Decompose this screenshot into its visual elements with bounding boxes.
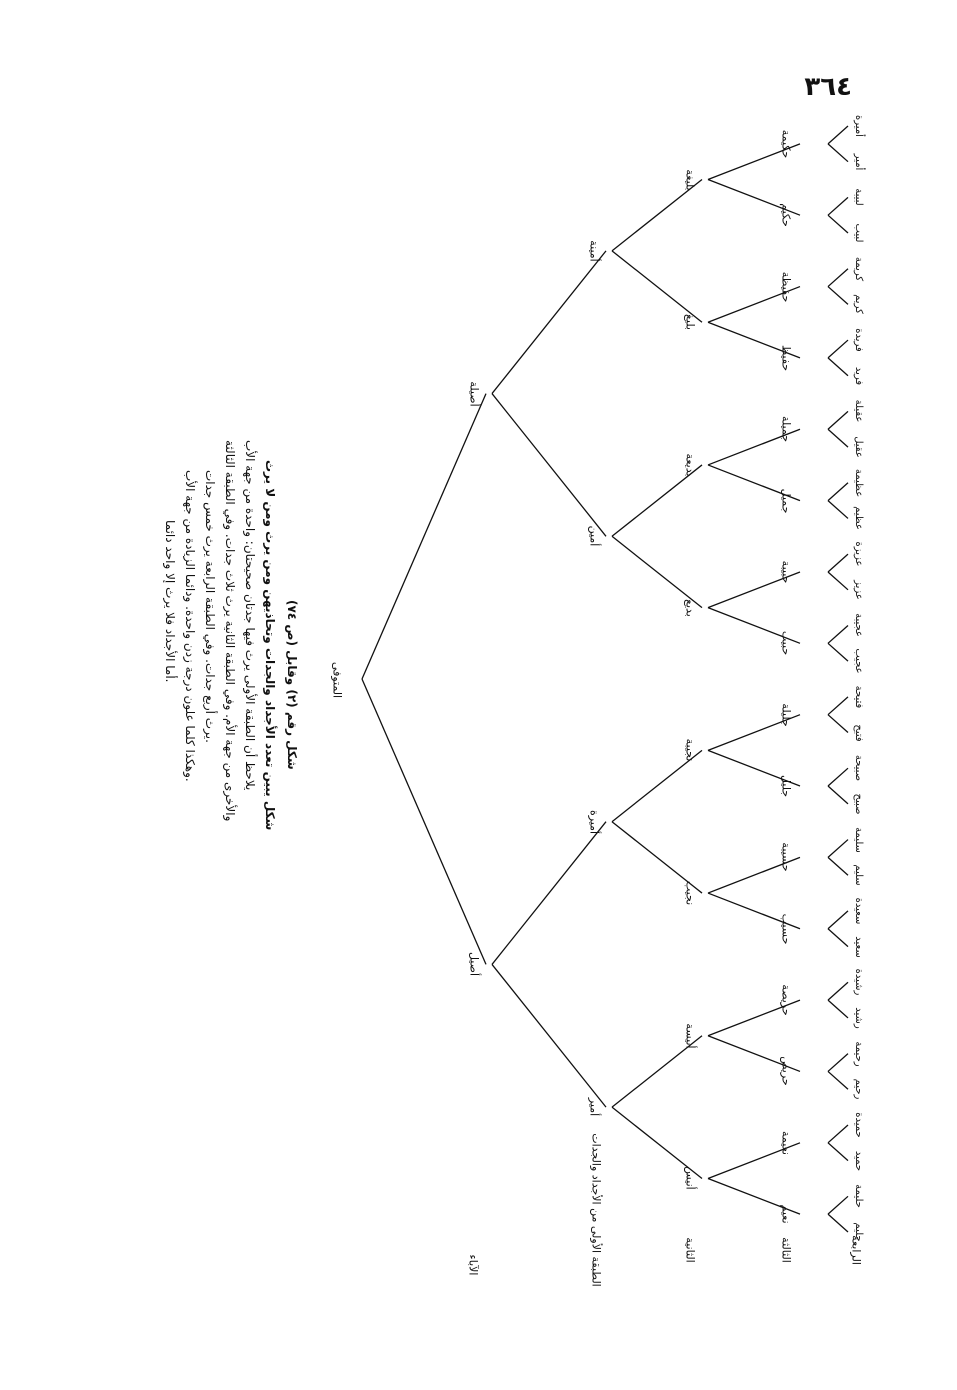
- tier4-node: سعيد: [853, 935, 864, 958]
- tier4-node: عجيبة: [853, 613, 864, 638]
- tree-edge: [828, 126, 848, 144]
- tier4-node: فريدة: [853, 328, 864, 352]
- tier3-node: حريصة: [779, 984, 793, 1016]
- tree-edge: [612, 536, 702, 607]
- tier2-node: أنيس: [683, 1166, 697, 1191]
- tier1-node: أميرة: [587, 809, 601, 834]
- tier4-node: فتيح: [853, 723, 864, 742]
- figure-caption: [70, 440, 320, 1000]
- tree-edge: [828, 269, 848, 287]
- level-label-first-tier: الطبقة الأولى من الأجداد والجدات: [589, 1133, 603, 1287]
- caption-title: شكل رقم (٢) وقابل (ص ٧٤): [285, 600, 299, 770]
- tree-edge: [828, 911, 848, 929]
- tree-edge: [828, 287, 848, 305]
- tree-edge: [492, 964, 606, 1107]
- tier4-node: صبيح: [853, 793, 864, 815]
- tree-edge: [828, 1071, 848, 1089]
- tree-edge: [828, 340, 848, 358]
- tier0-node: أصيلة: [467, 380, 481, 407]
- tier3-node: جميل: [779, 488, 793, 514]
- tier4-node: سعيدة: [853, 897, 864, 925]
- tier3-node: حسيب: [779, 913, 793, 945]
- tree-edge: [828, 857, 848, 875]
- level-label-third-tier: الثالثة: [779, 1237, 793, 1263]
- tree-edge: [828, 840, 848, 858]
- tier2-node: بديع: [683, 598, 697, 617]
- tier4-node: أمير: [853, 153, 864, 171]
- tree-edge: [828, 429, 848, 447]
- tier3-node: حبيبة: [779, 560, 793, 584]
- tier4-node: حميد: [853, 1150, 864, 1171]
- tier4-node: رشيد: [853, 1007, 864, 1029]
- tree-edge: [828, 786, 848, 804]
- tier2-node: بديعة: [683, 453, 697, 477]
- tier3-node: جميلة: [779, 416, 793, 443]
- tier4-node: لبيبة: [853, 188, 864, 207]
- tier2-node: أنيسة: [683, 1023, 697, 1049]
- tree-edge: [492, 822, 606, 965]
- tree-edge: [828, 625, 848, 643]
- tier4-node: عزيزة: [853, 541, 864, 567]
- tree-edge: [492, 251, 606, 394]
- tree-edge: [828, 358, 848, 376]
- tier4-node: رحيم: [853, 1078, 864, 1100]
- tier3-node: حبيب: [779, 631, 793, 656]
- level-label-second-tier: الثانية: [683, 1237, 697, 1263]
- tier3-node: حسيبة: [779, 842, 793, 872]
- tier3-node: حفيظ: [779, 344, 793, 371]
- tier3-node: حريص: [779, 1056, 793, 1087]
- tier2-node: بليغ: [683, 314, 697, 331]
- tree-edge: [828, 411, 848, 429]
- tier1-node: أمين: [587, 525, 601, 547]
- tree-edge: [828, 483, 848, 501]
- tier0-node: أصيل: [467, 952, 481, 977]
- tree-edge: [828, 1196, 848, 1214]
- tier4-node: عجيب: [853, 648, 864, 674]
- tier4-node: حميدة: [853, 1112, 864, 1138]
- tier4-node: عظيم: [853, 506, 864, 531]
- tree-edge: [612, 251, 702, 322]
- tier3-node: جليلة: [779, 703, 793, 727]
- tree-edge: [362, 394, 486, 679]
- tree-edge: [828, 929, 848, 947]
- tier4-node: فتيحة: [853, 685, 864, 709]
- caption-line: أما الأجداد فلا يرث إلا واحد دائما.: [163, 520, 177, 683]
- tier2-node: نجيب: [683, 880, 697, 906]
- tier3-node: نعيم: [779, 1204, 793, 1224]
- tier3-node: حكيم: [779, 203, 793, 227]
- tier3-node: نعيمة: [779, 1130, 793, 1155]
- tier4-node: سليم: [853, 864, 864, 886]
- tier3-node: حكيمة: [779, 129, 793, 159]
- caption-line: شكل يبين تعدد الأجداد والجدات وتحاذيهن ومن يرث ومن لا يرث: [263, 460, 277, 831]
- tier4-node: صبيحة: [853, 755, 864, 782]
- tier2-node: بليغة: [683, 168, 697, 191]
- tier4-node: عقيلة: [853, 400, 864, 423]
- tier3-node: جليل: [779, 774, 793, 798]
- tree-edge: [828, 1214, 848, 1232]
- tree-edge: [828, 982, 848, 1000]
- tree-edge: [828, 768, 848, 786]
- tier4-node: حليم: [853, 1222, 864, 1242]
- root-label: المتوفى: [330, 661, 344, 699]
- tree-edge: [362, 679, 486, 964]
- tier4-node: أميرة: [853, 115, 864, 137]
- tier4-node: عقيل: [853, 436, 864, 458]
- tree-edge: [828, 572, 848, 590]
- tree-edge: [828, 144, 848, 162]
- tier4-node: كريم: [853, 294, 864, 315]
- tier4-node: لبيب: [853, 223, 864, 243]
- tier4-node: عظيمة: [853, 468, 864, 497]
- tree-edge: [828, 1000, 848, 1018]
- tree-edge: [492, 394, 606, 537]
- tree-edge: [828, 1143, 848, 1161]
- tree-edge: [828, 643, 848, 661]
- tree-edge: [828, 197, 848, 215]
- caption-line: يلاحظ أن الطبقة الأولى يرث فيها جدتان صحيحتان: واحدة من جهة الأب: [243, 440, 257, 791]
- page-number: ٣٦٤: [804, 72, 852, 102]
- tier4-node: كريمة: [853, 256, 864, 281]
- tree-edge: [828, 554, 848, 572]
- tree-edge: [828, 215, 848, 233]
- tier4-node: رشيدة: [853, 968, 864, 996]
- tree-edge: [828, 715, 848, 733]
- tier2-node: نجيبة: [683, 738, 697, 762]
- caption-line: وهكذا كلما علون درجة زدن واحدة. ودائما الزيادة من جهة الأب.: [183, 470, 197, 782]
- tier4-node: سليمة: [853, 826, 864, 853]
- tier4-node: رحيمة: [853, 1041, 864, 1067]
- tier4-node: فريد: [853, 366, 864, 385]
- tier4-node: حليمة: [853, 1184, 864, 1209]
- level-label-fourth-tier: الرابعة: [849, 1235, 863, 1265]
- caption-line: والأخرى من جهة الأم. وفي الطبقة الثانية يرث ثلاث جدات. وفي الطبقة الثالثة: [223, 440, 237, 822]
- tree-edge: [828, 1125, 848, 1143]
- tree-edge: [828, 1054, 848, 1072]
- tier3-node: حفيظة: [779, 271, 793, 302]
- tier1-node: أمينة: [587, 240, 601, 262]
- caption-line: يرث أربع جدات. وفي الطبقة الرابعة يرث خمس جدات.: [203, 470, 217, 743]
- tier1-node: أمير: [587, 1097, 601, 1117]
- tree-edge: [828, 501, 848, 519]
- tree-edge: [828, 697, 848, 715]
- tier4-node: عزيز: [853, 579, 864, 600]
- level-label-fathers: الآباء: [466, 1254, 480, 1276]
